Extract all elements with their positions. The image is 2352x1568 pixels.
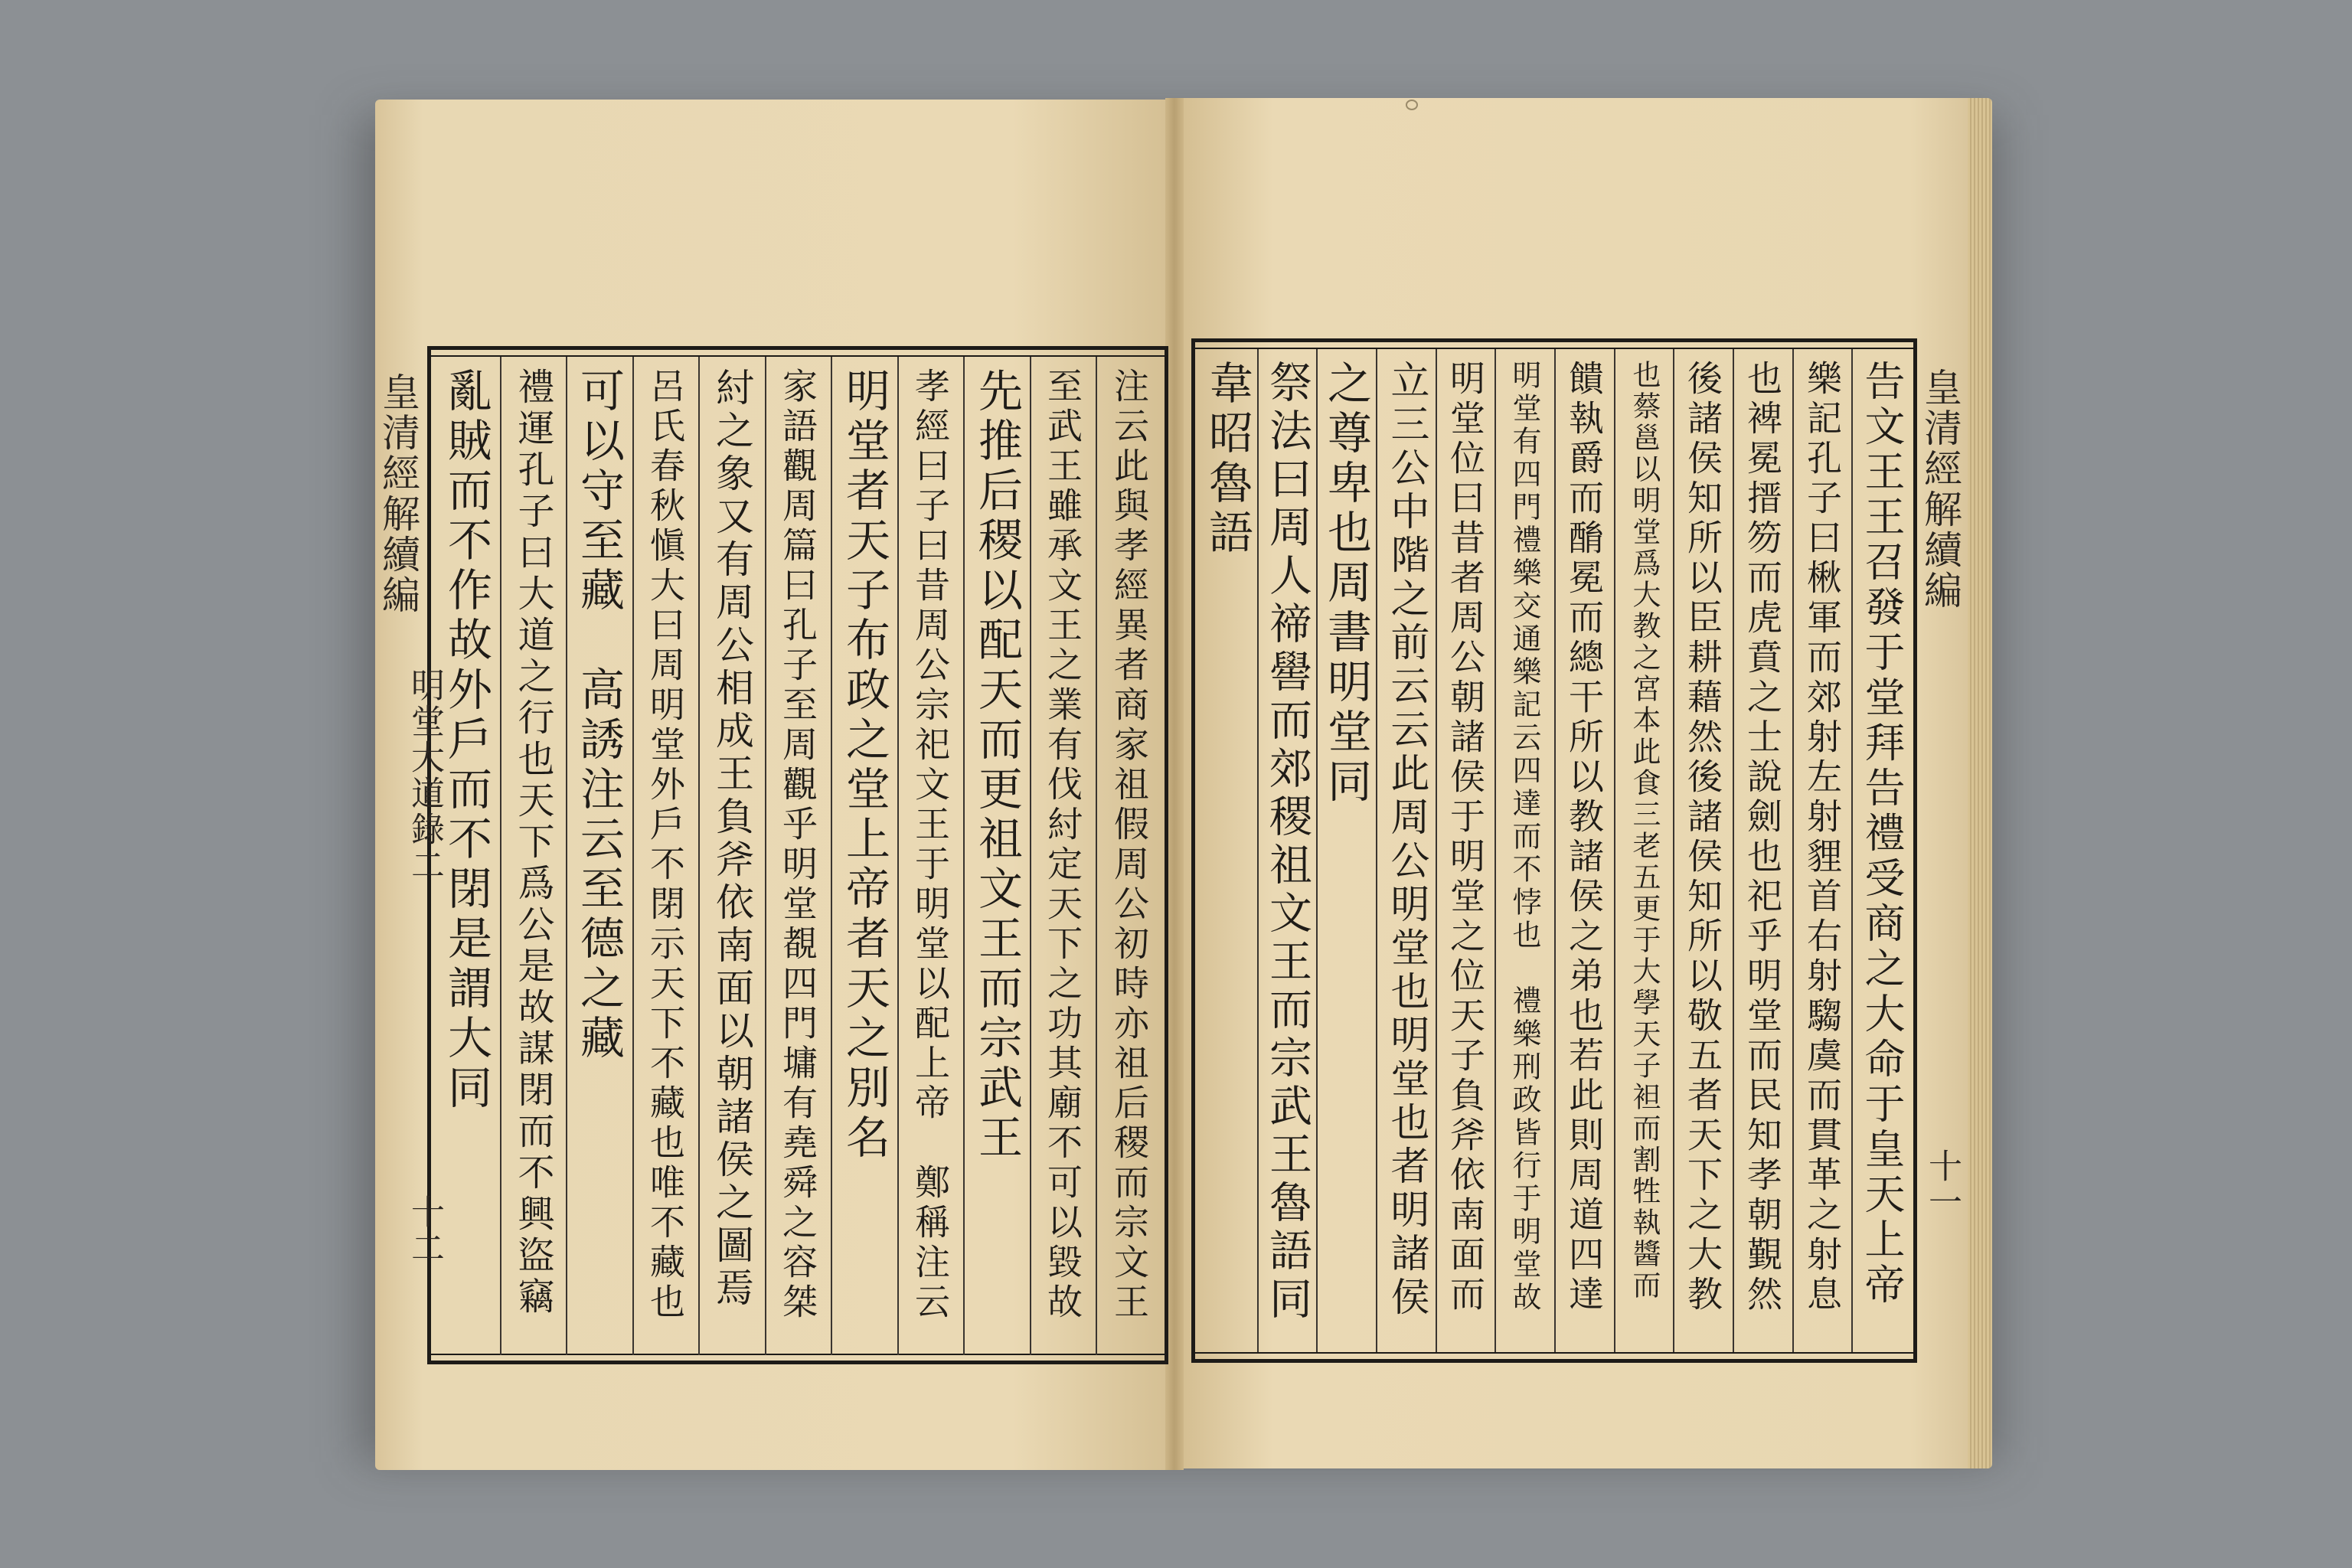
left-text-column: 禮運孔子曰大道之行也天下爲公是故謀閉而不興盜竊: [511, 368, 554, 1318]
right-column-rule: [1851, 349, 1853, 1352]
left-text-column: 呂氏春秋愼大曰周明堂外戶不閉示天下不藏也唯不藏也: [645, 368, 686, 1323]
right-column-rule: [1436, 349, 1437, 1352]
right-text-column: 也蔡邕以明堂爲大教之宮本此食三老五更于大學天子袒而割牲執醬而: [1628, 360, 1661, 1302]
left-frame-inner-top: [427, 355, 1168, 357]
left-column-rule: [1096, 357, 1097, 1355]
left-text-column: 明堂者天子布政之堂上帝者天之別名: [838, 368, 890, 1164]
left-margin-section: 明堂大道錄二: [405, 668, 444, 884]
left-frame-inner-bottom: [427, 1354, 1168, 1355]
stitch-mark: [1406, 100, 1418, 110]
left-column-rule: [632, 357, 634, 1355]
right-text-column: 後諸侯知所以臣耕藉然後諸侯知所以敬五者天下之大教: [1682, 360, 1723, 1315]
right-text-column: 樂記孔子曰楸軍而郊射左射貍首右射騶虞而貫革之射息: [1802, 360, 1843, 1315]
right-text-column: 饋執爵而酳冕而總干所以教諸侯之弟也若此則周道四達: [1563, 360, 1605, 1315]
left-column-rule: [1030, 357, 1031, 1355]
left-text-column: 家語觀周篇曰孔子至周觀乎明堂覩四門墉有堯舜之容桀: [777, 368, 818, 1323]
left-text-column: 注云此與孝經異者商家祖假周公初時亦祖后稷而宗文王: [1109, 368, 1150, 1323]
left-column-rule: [963, 357, 965, 1355]
right-margin-number: 十一: [1922, 1148, 1962, 1220]
left-text-column: 紂之象又有周公相成王負斧依南面以朝諸侯之圖焉: [710, 368, 754, 1311]
left-margin-title: 皇清經解續編: [376, 372, 420, 616]
left-column-rule: [698, 357, 700, 1355]
right-column-rule: [1257, 349, 1259, 1352]
left-text-column: 至武王雖承文王之業有伐紂定天下之功其廟不可以毀故: [1042, 368, 1083, 1323]
right-text-column: 祭法曰周人禘嚳而郊稷祖文王而宗武王魯語同: [1263, 360, 1312, 1325]
right-text-column: 之尊卑也周書明堂同: [1320, 360, 1372, 808]
left-text-column: 先推后稷以配天而更祖文王而宗武王: [971, 368, 1023, 1164]
right-text-column: 韋昭魯語: [1201, 360, 1253, 559]
right-column-rule: [1733, 349, 1734, 1352]
right-text-column: 明堂有四門禮樂交通樂記云四達而不悖也 禮樂刑政皆行于明堂故: [1508, 360, 1541, 1315]
right-text-column: 也裨冕搢笏而虎賁之士說劍也祀乎明堂而民知孝朝覲然: [1742, 360, 1783, 1315]
left-text-column: 可以守至藏 高誘注云至德之藏: [573, 368, 625, 1064]
left-text-column: 亂賊而不作故外戶而不閉是謂大同: [440, 368, 492, 1114]
right-column-rule: [1494, 349, 1496, 1352]
left-column-rule: [897, 357, 899, 1355]
right-column-rule: [1792, 349, 1794, 1352]
right-column-rule: [1554, 349, 1556, 1352]
right-column-rule: [1376, 349, 1377, 1352]
right-column-rule: [1316, 349, 1318, 1352]
left-column-rule: [765, 357, 766, 1355]
right-margin-title: 皇清經解續編: [1918, 368, 1962, 611]
left-margin-number: 十二: [405, 1194, 444, 1266]
left-text-column: 孝經曰子曰昔周公宗祀文王于明堂以配上帝 鄭稱注云: [910, 368, 951, 1323]
right-frame-inner-bottom: [1191, 1352, 1917, 1354]
right-text-column: 告文王王召發于堂拜告禮受商之大命于皇天上帝: [1858, 360, 1905, 1308]
page-edges: [1968, 98, 1992, 1468]
left-column-rule: [831, 357, 832, 1355]
left-column-rule: [566, 357, 567, 1355]
right-text-column: 立三公中階之前云云此周公明堂也明堂也者明諸侯: [1383, 360, 1429, 1320]
right-column-rule: [1614, 349, 1615, 1352]
right-text-column: 明堂位曰昔者周公朝諸侯于明堂之位天子負斧依南面而: [1445, 360, 1486, 1315]
left-column-rule: [500, 357, 501, 1355]
right-column-rule: [1673, 349, 1674, 1352]
